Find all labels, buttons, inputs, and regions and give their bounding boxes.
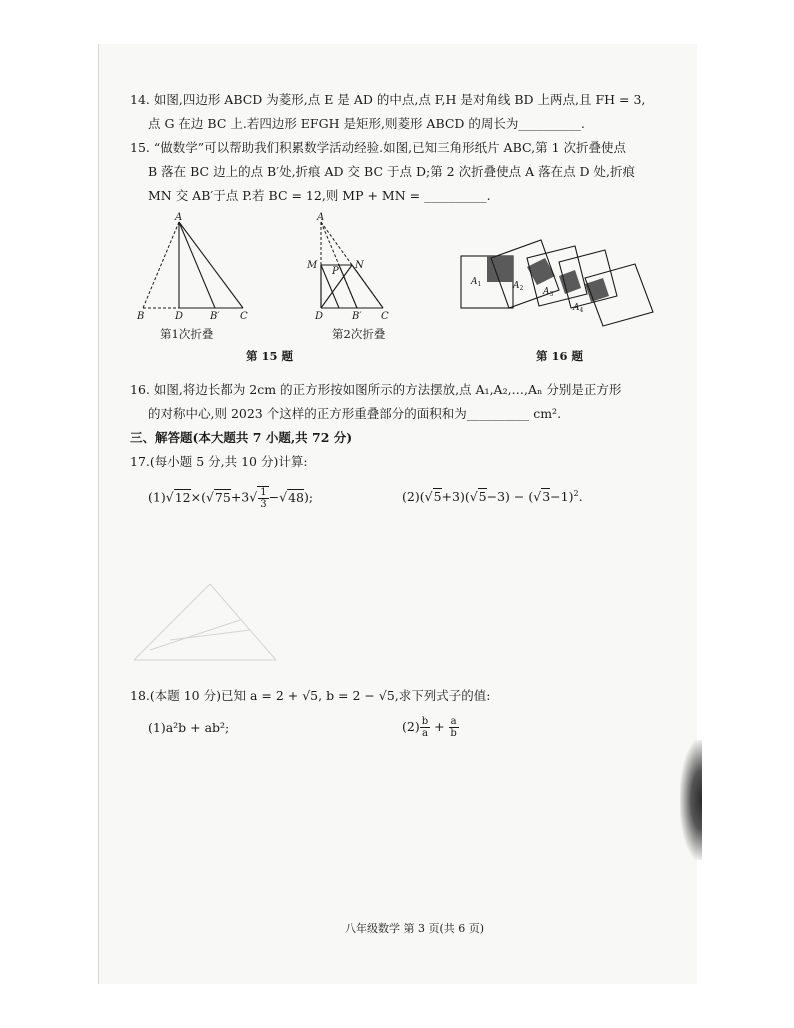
q18-part2: (2) $\frac{b}{a}$ + $\frac{a}{b}$ xyxy=(402,716,457,739)
q14-line2: 点 G 在边 BC 上.若四边形 EFGH 是矩形,则菱形 ABCD 的周长为__________. xyxy=(148,116,585,131)
q18-part1: (1)a²b + ab²; xyxy=(148,720,230,735)
q16-figure-label: 第 16 题 xyxy=(536,349,584,363)
q16-line1: 16. 如图,将边长都为 2cm 的正方形按如图所示的方法摆放,点 A₁,A₂,…,Aₙ 分别是正方形 xyxy=(130,382,622,397)
fold1-caption: 第1次折叠 xyxy=(160,327,214,341)
fold2-label-m: M xyxy=(307,260,318,271)
fold2-label-p: P xyxy=(332,266,339,277)
square4-center-label: $A_4$ xyxy=(573,303,584,314)
q15-line1: 15. “做数学”可以帮助我们积累数学活动经验.如图,已知三角形纸片 ABC,第 1 次折叠使点 xyxy=(130,140,626,155)
fold1-figure xyxy=(135,212,255,322)
exam-page xyxy=(98,44,697,984)
q14-line1: 14. 如图,四边形 ABCD 为菱形,点 E 是 AD 的中点,点 F,H 是对角线 BD 上两点,且 FH = 3, xyxy=(130,92,646,107)
q15-line2: B 落在 BC 边上的点 B′处,折痕 AD 交 BC 于点 D;第 2 次折叠使点 A 落在点 D 处,折痕 xyxy=(148,164,636,179)
q17-head: 17.(每小题 5 分,共 10 分)计算: xyxy=(130,454,308,469)
fold2-label-d: D xyxy=(315,311,324,322)
squares-figure xyxy=(455,232,665,332)
q17-part2: $(2)(√5+3)(√5-3) - (√3-1)^2$. xyxy=(402,489,583,505)
q17-part1: (1)√12×(√75+3√ $\frac{1}{3}$ −√48); xyxy=(148,487,314,510)
fold2-label-bp: B′ xyxy=(352,311,362,322)
fold1-label-d: D xyxy=(175,311,184,322)
fold2-label-c: C xyxy=(381,311,389,322)
fold2-figure xyxy=(305,212,405,322)
bleed-through-figure xyxy=(130,580,280,670)
q16-line2: 的对称中心,则 2023 个这样的正方形重叠部分的面积和为__________ cm². xyxy=(148,406,562,421)
fold2-caption: 第2次折叠 xyxy=(332,327,386,341)
square2-center-label: $A_2$ xyxy=(513,281,524,292)
fold1-label-a: A xyxy=(175,212,183,223)
q15-figure-label: 第 15 题 xyxy=(246,349,294,363)
fold1-label-c: C xyxy=(240,311,248,322)
square3-center-label: $A_3$ xyxy=(543,287,554,298)
fold2-label-n: N xyxy=(355,260,364,271)
q18-head: 18.(本题 10 分)已知 a = 2 + √5, b = 2 − √5,求下列式子的值: xyxy=(130,688,491,703)
square1-center-label: $A_1$ xyxy=(471,277,482,288)
fold2-label-a: A xyxy=(317,212,325,223)
q15-line3: MN 交 AB′于点 P.若 BC = 12,则 MP + MN = __________. xyxy=(148,188,491,203)
fold1-label-bp: B′ xyxy=(210,311,220,322)
scan-shadow xyxy=(680,740,702,860)
section3-title: 三、解答题(本大题共 7 小题,共 72 分) xyxy=(130,430,353,445)
fold1-label-b: B xyxy=(137,311,145,322)
page-footer: 八年级数学 第 3 页(共 6 页) xyxy=(345,922,485,935)
